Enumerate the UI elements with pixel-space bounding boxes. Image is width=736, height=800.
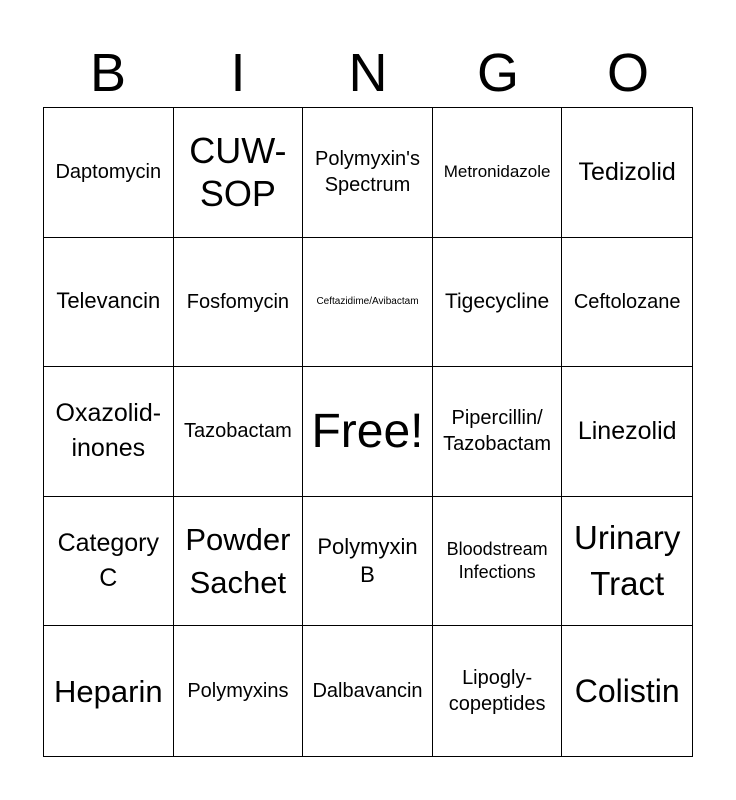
cell-label: Urinary Tract (574, 518, 681, 603)
cell-label: CUW- SOP (189, 130, 287, 215)
bingo-cell[interactable] (433, 367, 563, 497)
bingo-cell[interactable] (44, 108, 174, 238)
bingo-cell[interactable] (174, 367, 304, 497)
cell-label: Ceftazidime/Avibactam (316, 295, 419, 307)
header-letter-i: I (230, 43, 246, 103)
cell-label: Tazobactam (183, 420, 292, 443)
cell-label: Lipogly- copeptides (448, 667, 546, 716)
header-letter-o: O (606, 43, 649, 103)
bingo-cell[interactable] (562, 238, 692, 368)
bingo-header (43, 40, 693, 106)
bingo-board (43, 107, 693, 757)
bingo-cell[interactable] (433, 626, 563, 756)
cell-label: Dalbavancin (312, 680, 423, 703)
bingo-cell[interactable] (303, 238, 433, 368)
cell-label: Category C (57, 529, 160, 593)
bingo-cell[interactable] (174, 497, 304, 627)
cell-label: Tedizolid (578, 157, 676, 186)
cell-label: Bloodstream Infections (446, 538, 548, 583)
cell-label: Fosfomycin (186, 290, 290, 313)
bingo-cell[interactable] (174, 626, 304, 756)
cell-label: Televancin (56, 288, 161, 314)
header-letter-b: B (89, 43, 127, 103)
bingo-cell[interactable] (44, 367, 174, 497)
cell-label: Ceftolozane (573, 290, 681, 313)
cell-label: Daptomycin (55, 161, 162, 184)
header-letter-n: N (348, 43, 388, 103)
bingo-cell[interactable] (44, 238, 174, 368)
cell-label: Heparin (54, 673, 163, 709)
bingo-cell[interactable] (562, 497, 692, 627)
cell-label: Colistin (574, 672, 680, 709)
bingo-cell[interactable] (303, 108, 433, 238)
bingo-cell[interactable] (303, 497, 433, 627)
cell-label: Oxazolid- inones (55, 399, 162, 463)
cell-label: Polymyxins (187, 680, 289, 703)
bingo-cell[interactable] (303, 626, 433, 756)
bingo-cell[interactable] (174, 238, 304, 368)
cell-label: Pipercillin/ Tazobactam (443, 407, 552, 456)
bingo-cell[interactable] (433, 238, 563, 368)
cell-label: Powder Sachet (185, 521, 291, 601)
free-space[interactable] (303, 367, 433, 497)
bingo-cell[interactable] (44, 626, 174, 756)
bingo-cell[interactable] (562, 108, 692, 238)
cell-label: Polymyxin's Spectrum (315, 148, 420, 197)
free-space-label: Free! (311, 404, 424, 458)
bingo-cell[interactable] (562, 367, 692, 497)
bingo-cell[interactable] (562, 626, 692, 756)
cell-label: Tigecycline (444, 290, 550, 314)
bingo-cell[interactable] (433, 108, 563, 238)
cell-label: Metronidazole (443, 162, 551, 182)
bingo-cell[interactable] (174, 108, 304, 238)
bingo-cell[interactable] (44, 497, 174, 627)
header-letter-g: G (476, 43, 519, 103)
cell-label: Polymyxin B (317, 533, 418, 588)
bingo-cell[interactable] (433, 497, 563, 627)
cell-label: Linezolid (577, 416, 677, 445)
